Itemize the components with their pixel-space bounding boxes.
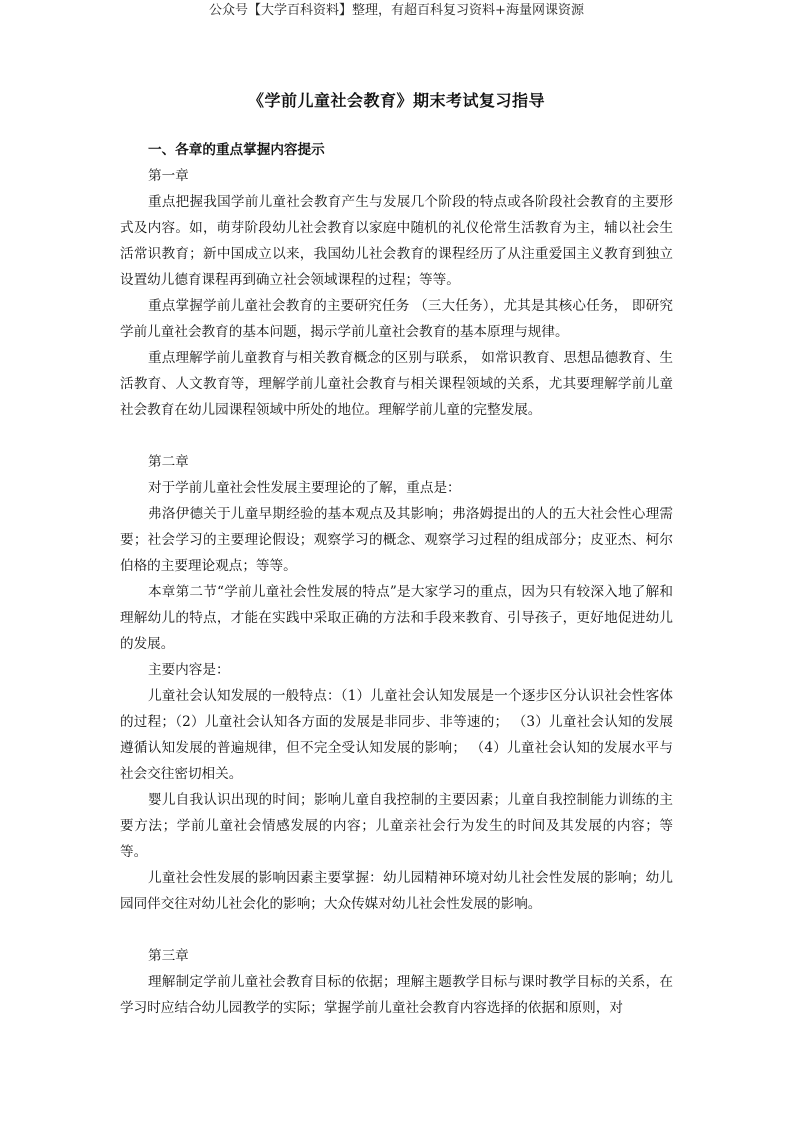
paragraph: 婴儿自我认识出现的时间；影响儿童自我控制的主要因素；儿童自我控制能力训练的主要方法；学前儿童社会情感发展的内容；儿童亲社会行为发生的时间及其发展的内容；等等。 <box>120 792 673 860</box>
paragraph: 理解制定学前儿童社会教育目标的依据；理解主题教学目标与课时教学目标的关系，在学习时应结合幼儿园教学的实际；掌握学前儿童社会教育内容选择的依据和原则，对 <box>120 974 673 1016</box>
spacer <box>120 423 673 449</box>
header-note: 公众号【大学百科资料】整理，有超百科复习资料+海量网课资源 <box>209 3 584 18</box>
chapter-3-label: 第三章 <box>148 948 189 964</box>
paragraph: 重点理解学前儿童教育与相关教育概念的区别与联系， 如常识教育、思想品德教育、生活教育、人文教育等，理解学前儿童社会教育与相关课程领域的关系，尤其要理解学前儿童社会教育在幼儿园课程领域中所处的地位。理解学前儿童的完整发展。 <box>120 350 673 418</box>
paragraph: 主要内容是： <box>148 662 230 678</box>
paragraph: 儿童社会认知发展的一般特点：（1）儿童社会认知发展是一个逐步区分认识社会性客体的过程；（2）儿童社会认知各方面的发展是非同步、非等速的； （3）儿童社会认知的发展遵循认知发展的普遍规律，但不完全受认知发展的影响； （4）儿童社会认知的发展水平与社会交往密切相关。 <box>120 688 673 782</box>
paragraph: 本章第二节“学前儿童社会性发展的特点”是大家学习的重点，因为只有较深入地了解和理解幼儿的特点，才能在实践中采取正确的方法和手段来教育、引导孩子，更好地促进幼儿的发展。 <box>120 584 673 652</box>
spacer <box>120 917 673 943</box>
paragraph: 弗洛伊德关于儿童早期经验的基本观点及其影响；弗洛姆提出的人的五大社会性心理需要；社会学习的主要理论假设；观察学习的概念、观察学习过程的组成部分；皮亚杰、柯尔伯格的主要理论观点；等等。 <box>120 506 673 574</box>
paragraph: 重点把握我国学前儿童社会教育产生与发展几个阶段的特点或各阶段社会教育的主要形式及内容。如，萌芽阶段幼儿社会教育以家庭中随机的礼仪伦常生活教育为主，辅以社会生活常识教育；新中国成立以来，我国幼儿社会教育的课程经历了从注重爱国主义教育到独立设置幼儿德育课程再到确立社会领域课程的过程；等等。 <box>120 194 673 288</box>
paragraph: 对于学前儿童社会性发展主要理论的了解，重点是： <box>148 480 461 496</box>
paragraph: 重点掌握学前儿童社会教育的主要研究任务 （三大任务），尤其是其核心任务， 即研究学前儿童社会教育的基本问题，揭示学前儿童社会教育的基本原理与规律。 <box>120 298 673 340</box>
chapter-1-label: 第一章 <box>148 168 189 184</box>
section-heading: 一、各章的重点掌握内容提示 <box>148 142 325 158</box>
chapter-2-label: 第二章 <box>148 454 189 470</box>
paragraph: 儿童社会性发展的影响因素主要掌握：幼儿园精神环境对幼儿社会性发展的影响；幼儿园同伴交往对幼儿社会化的影响；大众传媒对幼儿社会性发展的影响。 <box>120 870 673 912</box>
document-title: 《学前儿童社会教育》期末考试复习指导 <box>247 91 545 110</box>
document-body <box>120 137 673 1021</box>
